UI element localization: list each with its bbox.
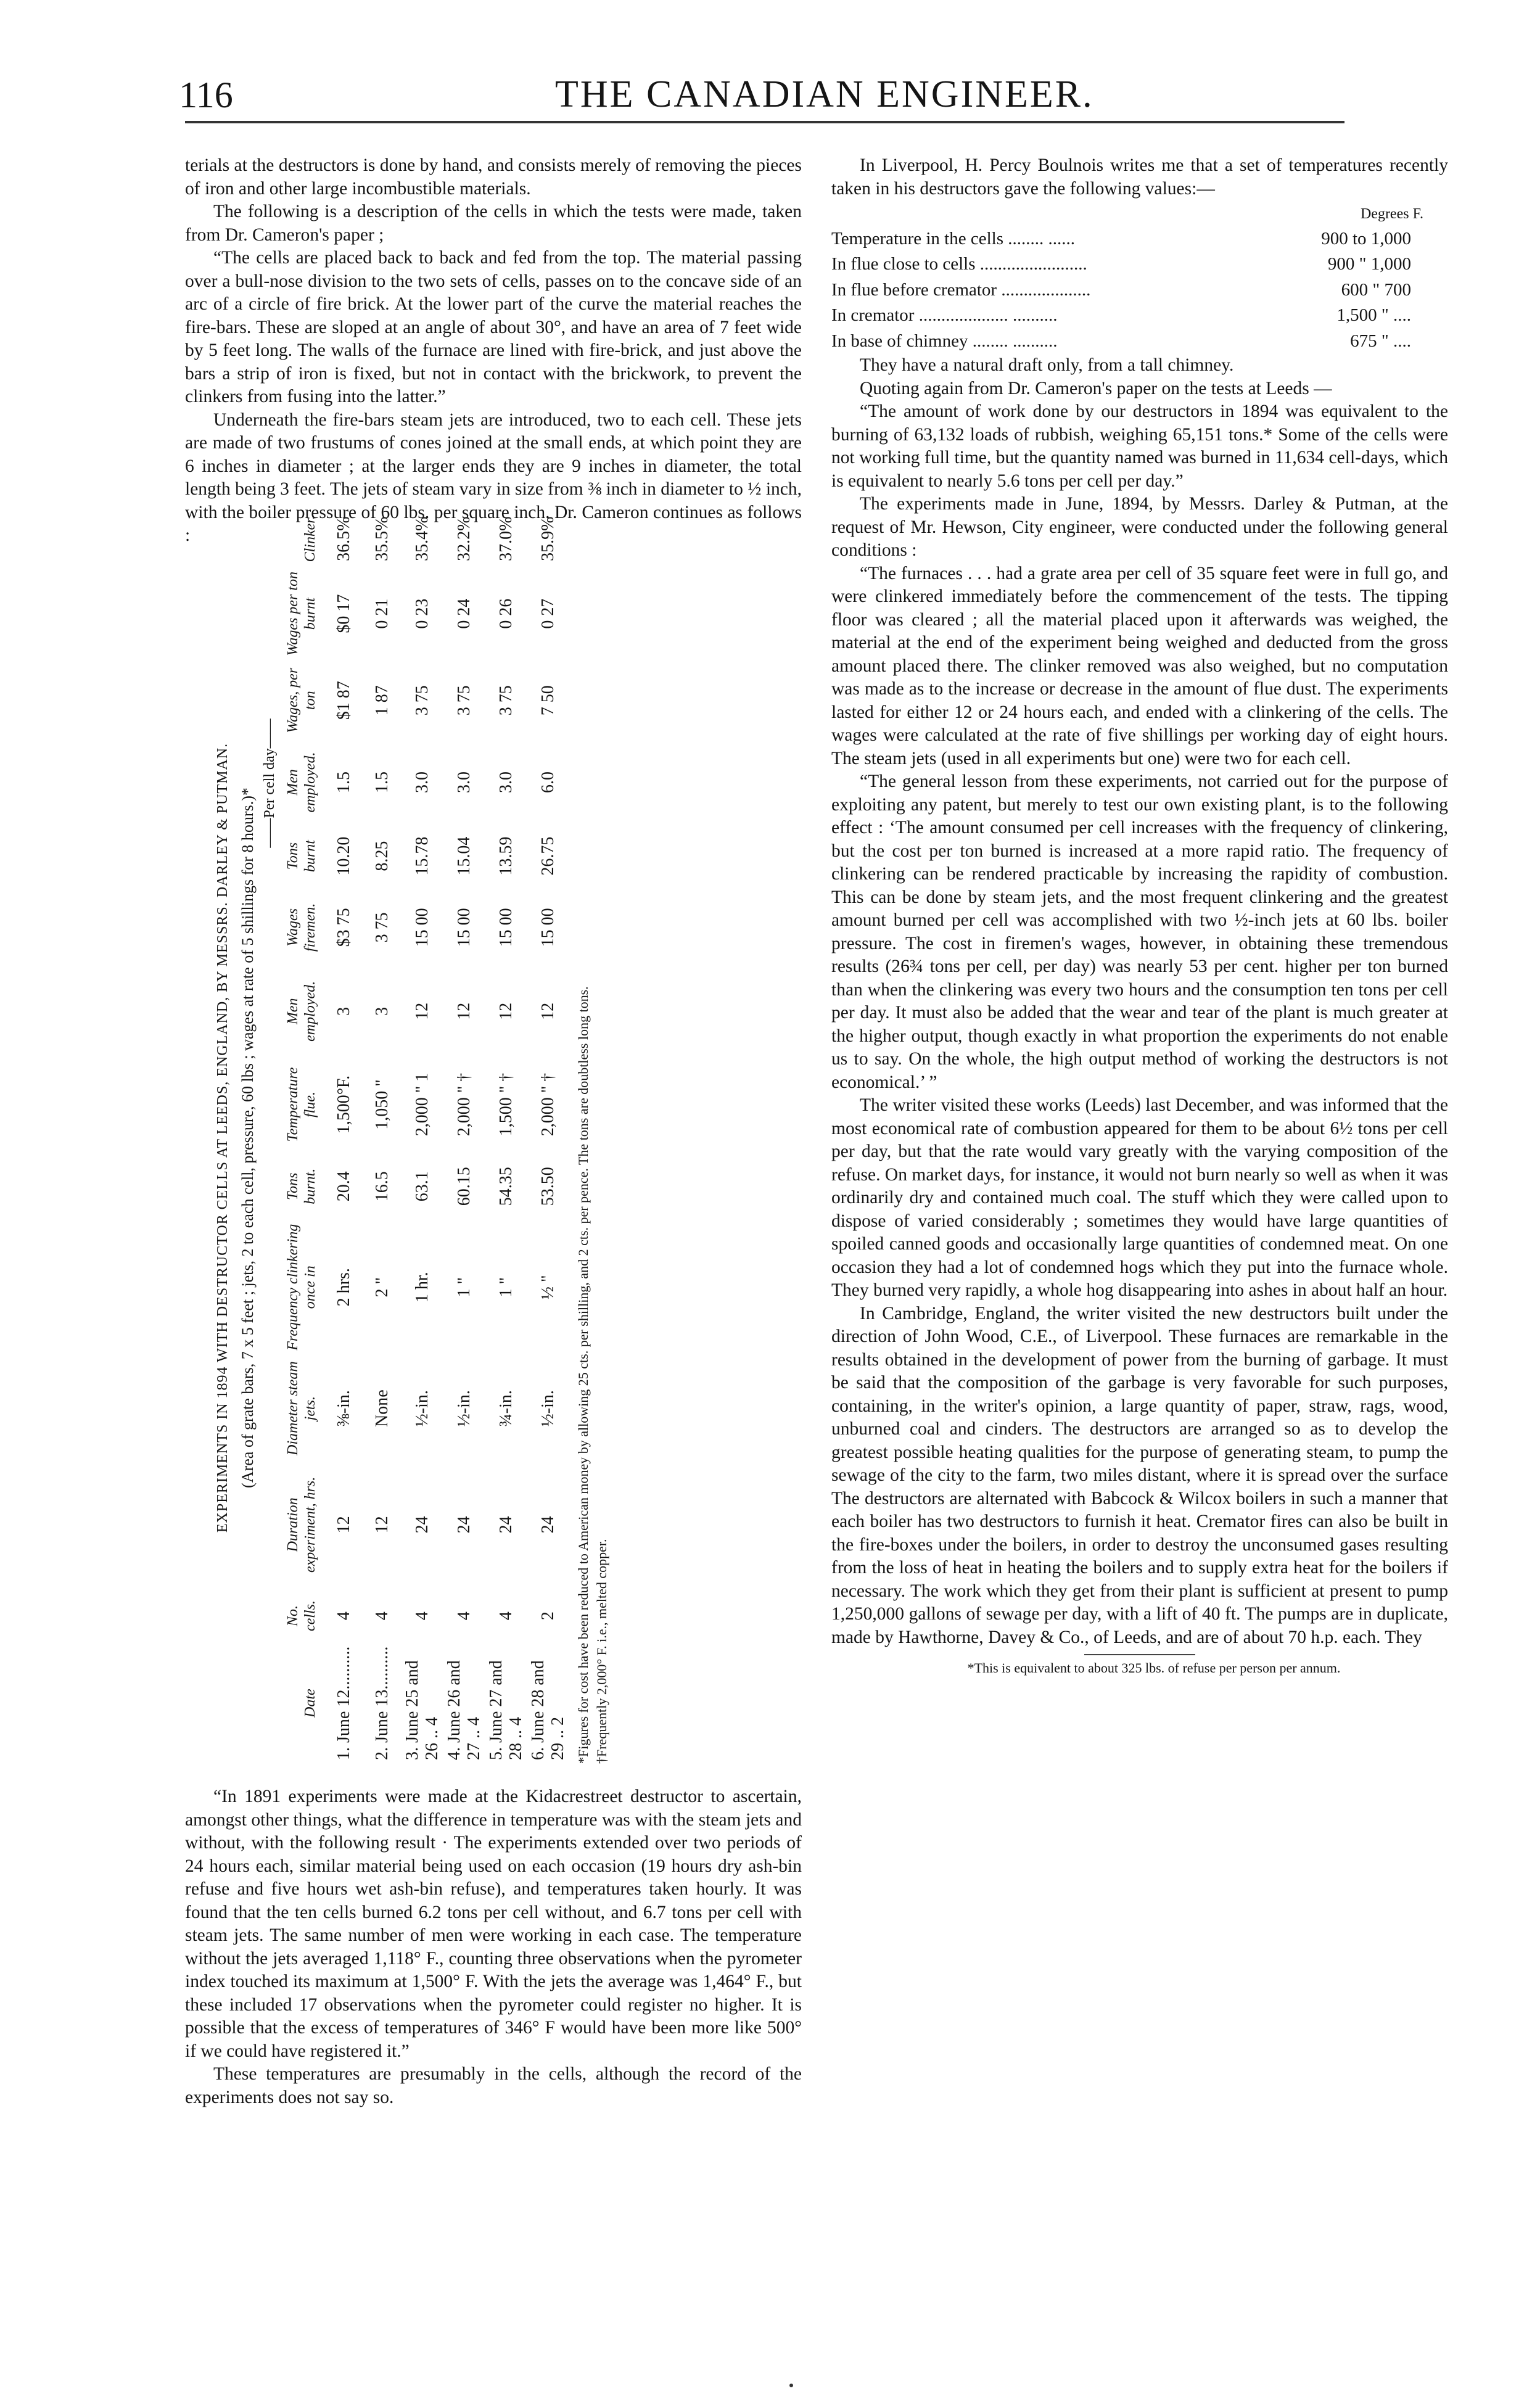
table-cell: 0 26 — [496, 598, 516, 629]
paragraph: The writer visited these works (Leeds) last December, and was informed that the most economical rate of combustion appeared for them to be about 6½ tons per cell per day, but that the rate would vary greatly with the varying composition of the refuse. On market days, for instance, it would not burn nearly so well as when it was ordinarily dry and contained much coal. The stuff which they were called upon to dispose of varied considerably ; sometimes they would have large quantities of spoiled canned goods and occasionally large quantities of condemned meat. On one occasion they had a lot of condemned hogs which they put into the furnace whole. They burned very rapidly, a whole hog disappearing into ashes in about half an hour. — [831, 1095, 1448, 1300]
table-row — [401, 512, 443, 1764]
per-cell-day-label: ——Per cell day—— — [261, 718, 278, 848]
paragraph: In Liverpool, H. Percy Boulnois writes me that a set of temperatures recently taken in his destructors gave the following values:— — [831, 155, 1448, 199]
table-cell: 1 87 — [373, 685, 392, 716]
table-cell: 2,000 " † — [538, 1072, 558, 1137]
date-cell: 6. June 28 and 29 .. 2 — [529, 1660, 567, 1760]
experiment-table — [282, 512, 569, 1764]
table-cell: 24 — [455, 1516, 474, 1534]
table-cell: 0 23 — [413, 598, 432, 629]
table-cell: 3.0 — [455, 772, 474, 794]
table-cell: ¾-in. — [496, 1390, 516, 1427]
table-cell: ⅜-in. — [334, 1390, 353, 1427]
table-cell: 35.9% — [538, 516, 558, 561]
table-cell: 3 75 — [373, 912, 392, 943]
column-header: Wages per ton burnt — [285, 571, 318, 656]
date-cell: 5. June 27 and 28 .. 4 — [487, 1660, 525, 1760]
table-cell: 2 — [538, 1611, 558, 1621]
table-cell: 2,000 " † — [455, 1072, 474, 1137]
table-row — [831, 303, 1436, 329]
table-row — [325, 512, 363, 1764]
table-cell: $3 75 — [334, 908, 353, 947]
experiment-table-body — [325, 512, 569, 1764]
table-cell: 0 27 — [538, 598, 558, 629]
paragraph: “The general lesson from these experiments, not carried out for the purpose of exploiting any patent, but merely to test our own existing plant, is to the following effect : ‘The amount consumed per cell increases with the frequency of clinkering, but the cost per ton burned is increased at a more rapid ratio. The frequency of clinkering can be rendered practicable by increasing the rapidity of combustion. This can be done by steam jets, and the most frequent clinkering and the greatest amount burned per cell was accomplished with two ½-inch jets at 60 lbs. boiler pressure. The cost in firemen's wages, however, in obtaining these tremendous results (26¾ tons per cell, per day) was nearly 53 per cent. higher per ton burned than when the clinkering was every two hours and the consumption ten tons per cell per day. It must also be added that the wear and tear of the plant is much greater at the higher output, though exactly in what proportion the experiments do not enable us to say. On the whole, the high output method of working the destructors is not economical.’ ” — [831, 772, 1448, 1092]
table-cell: ½-in. — [413, 1390, 432, 1427]
temp-label: In base of chimney ........ .......... — [831, 331, 1058, 351]
table-cell: 12 — [496, 1002, 516, 1020]
paragraph: They have a natural draft only, from a tall chimney. — [860, 355, 1234, 375]
table-title: EXPERIMENTS IN 1894 WITH DESTRUCTOR CELLS AT LEEDS, ENGLAND, BY MESSRS. DARLEY & PUTMAN. — [215, 743, 231, 1533]
table-cell: 20.4 — [334, 1171, 353, 1202]
table-cell: 4 — [413, 1611, 432, 1621]
paragraph: Quoting again from Dr. Cameron's paper on the tests at Leeds — — [860, 378, 1332, 398]
temperature-unit: Degrees F. — [1360, 206, 1423, 222]
table-cell: 3 75 — [455, 685, 474, 716]
table-cell: 4 — [455, 1611, 474, 1621]
table-cell: 12 — [455, 1002, 474, 1020]
date-cell: 3. June 25 and 26 .. 4 — [403, 1660, 442, 1760]
table-row — [485, 512, 527, 1764]
paragraph: “In 1891 experiments were made at the Kidacrestreet destructor to ascertain, amongst other things, what the difference in temperature was with the steam jets and without, with the following result · The experiments extended over two periods of 24 hours each, similar material being used on each occasion (19 hours dry ash-bin refuse and five hours wet ash-bin refuse), and temperatures taken hourly. It was found that the ten cells burned 6.2 tons per cell without, and 6.7 tons per cell with steam jets. The same number of men were working in each case. The temperature without the jets averaged 1,118° F., counting three observations when the pyrometer index touched its maximum at 1,500° F. With the jets the average was 1,464° F., but these included 17 observations when the pyrometer could register no higher. It is possible that the excess of temperatures of 346° F would have been more like 500° if we could have registered it.” — [185, 1787, 802, 2061]
table-cell: 60.15 — [455, 1167, 474, 1206]
table-footnote: *Figures for cost have been reduced to American money by allowing 25 cts. per shilling, and 2 cts. per pence. The tons are doubtless long tons. — [575, 986, 591, 1764]
table-row — [831, 252, 1436, 278]
header-rule — [185, 121, 1344, 123]
table-cell: ½ " — [538, 1275, 558, 1299]
table-cell: 36.5% — [334, 516, 353, 561]
table-cell: 3 — [373, 1006, 392, 1016]
table-footnote: †Frequently 2,000° F. i.e., melted copper. — [594, 1539, 609, 1764]
table-row — [831, 278, 1436, 303]
table-cell: 10.20 — [334, 836, 353, 876]
page-number: 116 — [179, 75, 233, 115]
table-cell: 24 — [538, 1516, 558, 1534]
temperature-table — [831, 226, 1436, 355]
column-header: Temperature flue. — [285, 1067, 318, 1142]
left-column — [185, 154, 802, 548]
table-cell: 16.5 — [373, 1171, 392, 1202]
table-cell: 3 — [334, 1006, 353, 1016]
column-header: Clinker. — [302, 516, 318, 562]
table-cell: 2 hrs. — [334, 1268, 353, 1307]
table-cell: 15.78 — [413, 836, 432, 876]
column-header: Duration experiment, hrs. — [285, 1476, 318, 1573]
table-row — [831, 329, 1436, 355]
table-cell: 35.4% — [413, 516, 432, 561]
table-cell: 15.04 — [455, 836, 474, 876]
paragraph: Underneath the fire-bars steam jets are introduced, two to each cell. These jets are made of two frustums of cones joined at the small ends, at which point they are 6 inches in diameter ; at the larger ends they are 9 inches in diameter, the total length being 3 feet. The jets of steam vary in size from ⅜ inch in diameter to ½ inch, with the boiler pressure of 60 lbs. per square inch. Dr. Cameron continues as follows : — [185, 409, 802, 545]
table-cell: 4 — [373, 1611, 392, 1621]
footnote-rule — [1084, 1654, 1195, 1655]
table-cell: 1,500 " † — [496, 1072, 516, 1137]
column-header: Wages, per ton — [285, 667, 318, 733]
table-row — [831, 226, 1436, 252]
table-cell: 24 — [496, 1516, 516, 1534]
table-cell: 0 21 — [373, 598, 392, 629]
paragraph: “The furnaces . . . had a grate area per cell of 35 square feet were in full go, and were clinkered immediately before the commencement of the tests. The tipping floor was cleared ; all the material placed upon it afterwards was weighed, the material at the end of the experiment being weighed and deducted from the gross amount placed there. The clinker removed was also weighed, but no computation was made as to the increase or decrease in the amount of flue dust. The experiments lasted for either 12 or 24 hours each, and ended with a clinkering of the cells. The wages were calculated at the rate of five shillings per working day of eight hours. The steam jets (used in all experiments but one) were two for each cell. — [831, 563, 1448, 768]
left-column-lower — [185, 1785, 802, 2109]
table-cell: $0 17 — [334, 594, 353, 633]
table-subtitle: (Area of grate bars, 7 x 5 feet ; jets, 2 to each cell, pressure, 60 lbs ; wages at rate of 5 shillings for 8 hours.)* — [239, 788, 257, 1488]
table-cell: 15 00 — [538, 908, 558, 947]
temp-value: 675 " .... — [1350, 331, 1411, 351]
table-cell: 35.5% — [373, 516, 392, 561]
paragraph: “The amount of work done by our destructors in 1894 was equivalent to the burning of 63,132 loads of rubbish, weighing 65,151 tons.* Some of the cells were not working full time, but the quantity named was burned in 11,634 cell-days, which is equivalent to nearly 5.6 tons per cell per day.” — [831, 401, 1448, 491]
print-dot — [789, 2384, 793, 2387]
table-cell: 1 " — [455, 1277, 474, 1298]
column-header: Tons burnt. — [285, 1168, 318, 1204]
table-cell: 26.75 — [538, 836, 558, 876]
temp-label: Temperature in the cells ........ ...... — [831, 228, 1075, 249]
table-row — [443, 512, 485, 1764]
temp-value: 900 to 1,000 — [1321, 228, 1411, 249]
table-cell: 4 — [496, 1611, 516, 1621]
table-cell: 2 " — [373, 1277, 392, 1298]
table-cell: 1,500°F. — [334, 1075, 353, 1134]
column-header: No. cells. — [285, 1600, 318, 1632]
table-cell: 2,000 " 1 — [413, 1072, 432, 1137]
table-cell: 8.25 — [373, 841, 392, 871]
table-cell: 37.0% — [496, 516, 516, 561]
table-cell: ½-in. — [538, 1390, 558, 1427]
paragraph: The following is a description of the cells in which the tests were made, taken from Dr. Cameron's paper ; — [185, 202, 802, 245]
table-cell: 13.59 — [496, 836, 516, 876]
table-cell: 1.5 — [373, 772, 392, 794]
date-cell: 1. June 12.......... — [334, 1646, 353, 1760]
table-cell: 7 50 — [538, 685, 558, 716]
table-cell: 3.0 — [413, 772, 432, 794]
column-header: Date — [302, 1689, 318, 1718]
table-cell: 1 hr. — [413, 1272, 432, 1303]
table-cell: 1.5 — [334, 772, 353, 794]
column-header: Wages firemen. — [285, 903, 318, 952]
table-cell: 15 00 — [413, 908, 432, 947]
table-cell: 1,050 " — [373, 1079, 392, 1130]
table-cell: None — [373, 1389, 392, 1427]
table-header-row — [282, 512, 325, 1764]
column-header: Frequency clinkering once in — [285, 1224, 318, 1351]
table-cell: 4 — [334, 1611, 353, 1621]
table-cell: 63.1 — [413, 1171, 432, 1202]
journal-title: THE CANADIAN ENGINEER. — [555, 73, 1094, 115]
table-footnotes — [574, 512, 611, 1764]
date-cell: 2. June 13.......... — [373, 1646, 392, 1760]
temp-value: 1,500 " .... — [1336, 305, 1411, 325]
table-cell: 0 24 — [455, 598, 474, 629]
table-cell: 3.0 — [496, 772, 516, 794]
table-cell: 6.0 — [538, 772, 558, 794]
table-cell: 12 — [373, 1516, 392, 1534]
table-cell: 53.50 — [538, 1167, 558, 1206]
table-cell: 15 00 — [455, 908, 474, 947]
table-cell: 15 00 — [496, 908, 516, 947]
column-header: Diameter steam jets. — [285, 1361, 318, 1455]
temp-value: 900 " 1,000 — [1327, 254, 1411, 274]
date-cell: 4. June 26 and 27 .. 4 — [445, 1660, 484, 1760]
table-cell: $1 87 — [334, 681, 353, 720]
table-cell: 12 — [538, 1002, 558, 1020]
paragraph: In Cambridge, England, the writer visited the new destructors built under the direction of John Wood, C.E., of Liverpool. These furnaces are remarkable in the results obtained in the development of power from the burning of garbage. It must be said that the composition of the garbage is very favorable for such purposes, containing, in the writer's opinion, a large quantity of paper, straw, rags, wood, unburned coal and cinders. The destructors are arranged so as to develop the greatest possible heating qualities for the purpose of generating steam, to pump the sewage of the city to the farm, two miles distant, where it is spread over the surface The destructors are alternated with Babcock & Wilcox boilers in such a manner that each boiler has two destructors to furnish it heat. Cremator fires can also be built in the fire-boxes under the boilers, in order to destroy the unconsumed gases resulting from the loss of heat in heating the boilers and to supply extra heat for the boilers if necessary. The work which they get from their plant is sufficient at present to pump 1,250,000 gallons of sewage per day, with a lift of 40 ft. The pumps are in duplicate, made by Hawthorne, Davey & Co., of Leeds, and are of about 70 h.p. each. They — [831, 1303, 1448, 1647]
column-header: Tons burnt — [285, 840, 318, 873]
right-column — [831, 154, 1448, 1677]
paragraph: terials at the destructors is done by hand, and consists merely of removing the pieces of iron and other large incombustible materials. — [185, 155, 802, 199]
table-cell: 24 — [413, 1516, 432, 1534]
paragraph: “The cells are placed back to back and fed from the top. The material passing over a bull-nose division to the two sets of cells, passes on to the concave side of an arc of a circle of fire brick. At the lower part of the curve the material reaches the fire-bars. These are sloped at an angle of about 30°, and have an area of 7 feet wide by 5 feet long. The walls of the furnace are lined with fire-brick, and just above the bars a strip of iron is fixed, but not in contact with the brickwork, to prevent the clinkers from fusing into the latter.” — [185, 248, 802, 406]
table-row — [527, 512, 569, 1764]
column-header: Men employed. — [285, 752, 318, 813]
column-header: Men employed. — [285, 981, 318, 1042]
table-cell: 54.35 — [496, 1167, 516, 1206]
table-cell: ½-in. — [455, 1390, 474, 1427]
temp-label: In flue before cremator .................... — [831, 279, 1091, 300]
experiment-table-rotated — [210, 512, 765, 1764]
table-cell: 12 — [334, 1516, 353, 1534]
temp-label: In flue close to cells ........................ — [831, 254, 1087, 274]
table-cell: 1 " — [496, 1277, 516, 1298]
temp-value: 600 " 700 — [1341, 279, 1411, 300]
table-cell: 3 75 — [413, 685, 432, 716]
temp-label: In cremator .................... .......... — [831, 305, 1058, 325]
table-cell: 3 75 — [496, 685, 516, 716]
footnote: *This is equivalent to about 325 lbs. of refuse per person per annum. — [967, 1660, 1341, 1676]
table-cell: 32.2% — [455, 516, 474, 561]
table-row — [363, 512, 401, 1764]
paragraph: The experiments made in June, 1894, by Messrs. Darley & Putman, at the request of Mr. Hewson, City engineer, were conducted under the following general conditions : — [831, 494, 1448, 560]
paragraph: These temperatures are presumably in the cells, although the record of the experiments does not say so. — [185, 2064, 802, 2107]
table-cell: 12 — [413, 1002, 432, 1020]
experiment-table-area — [210, 512, 765, 1764]
